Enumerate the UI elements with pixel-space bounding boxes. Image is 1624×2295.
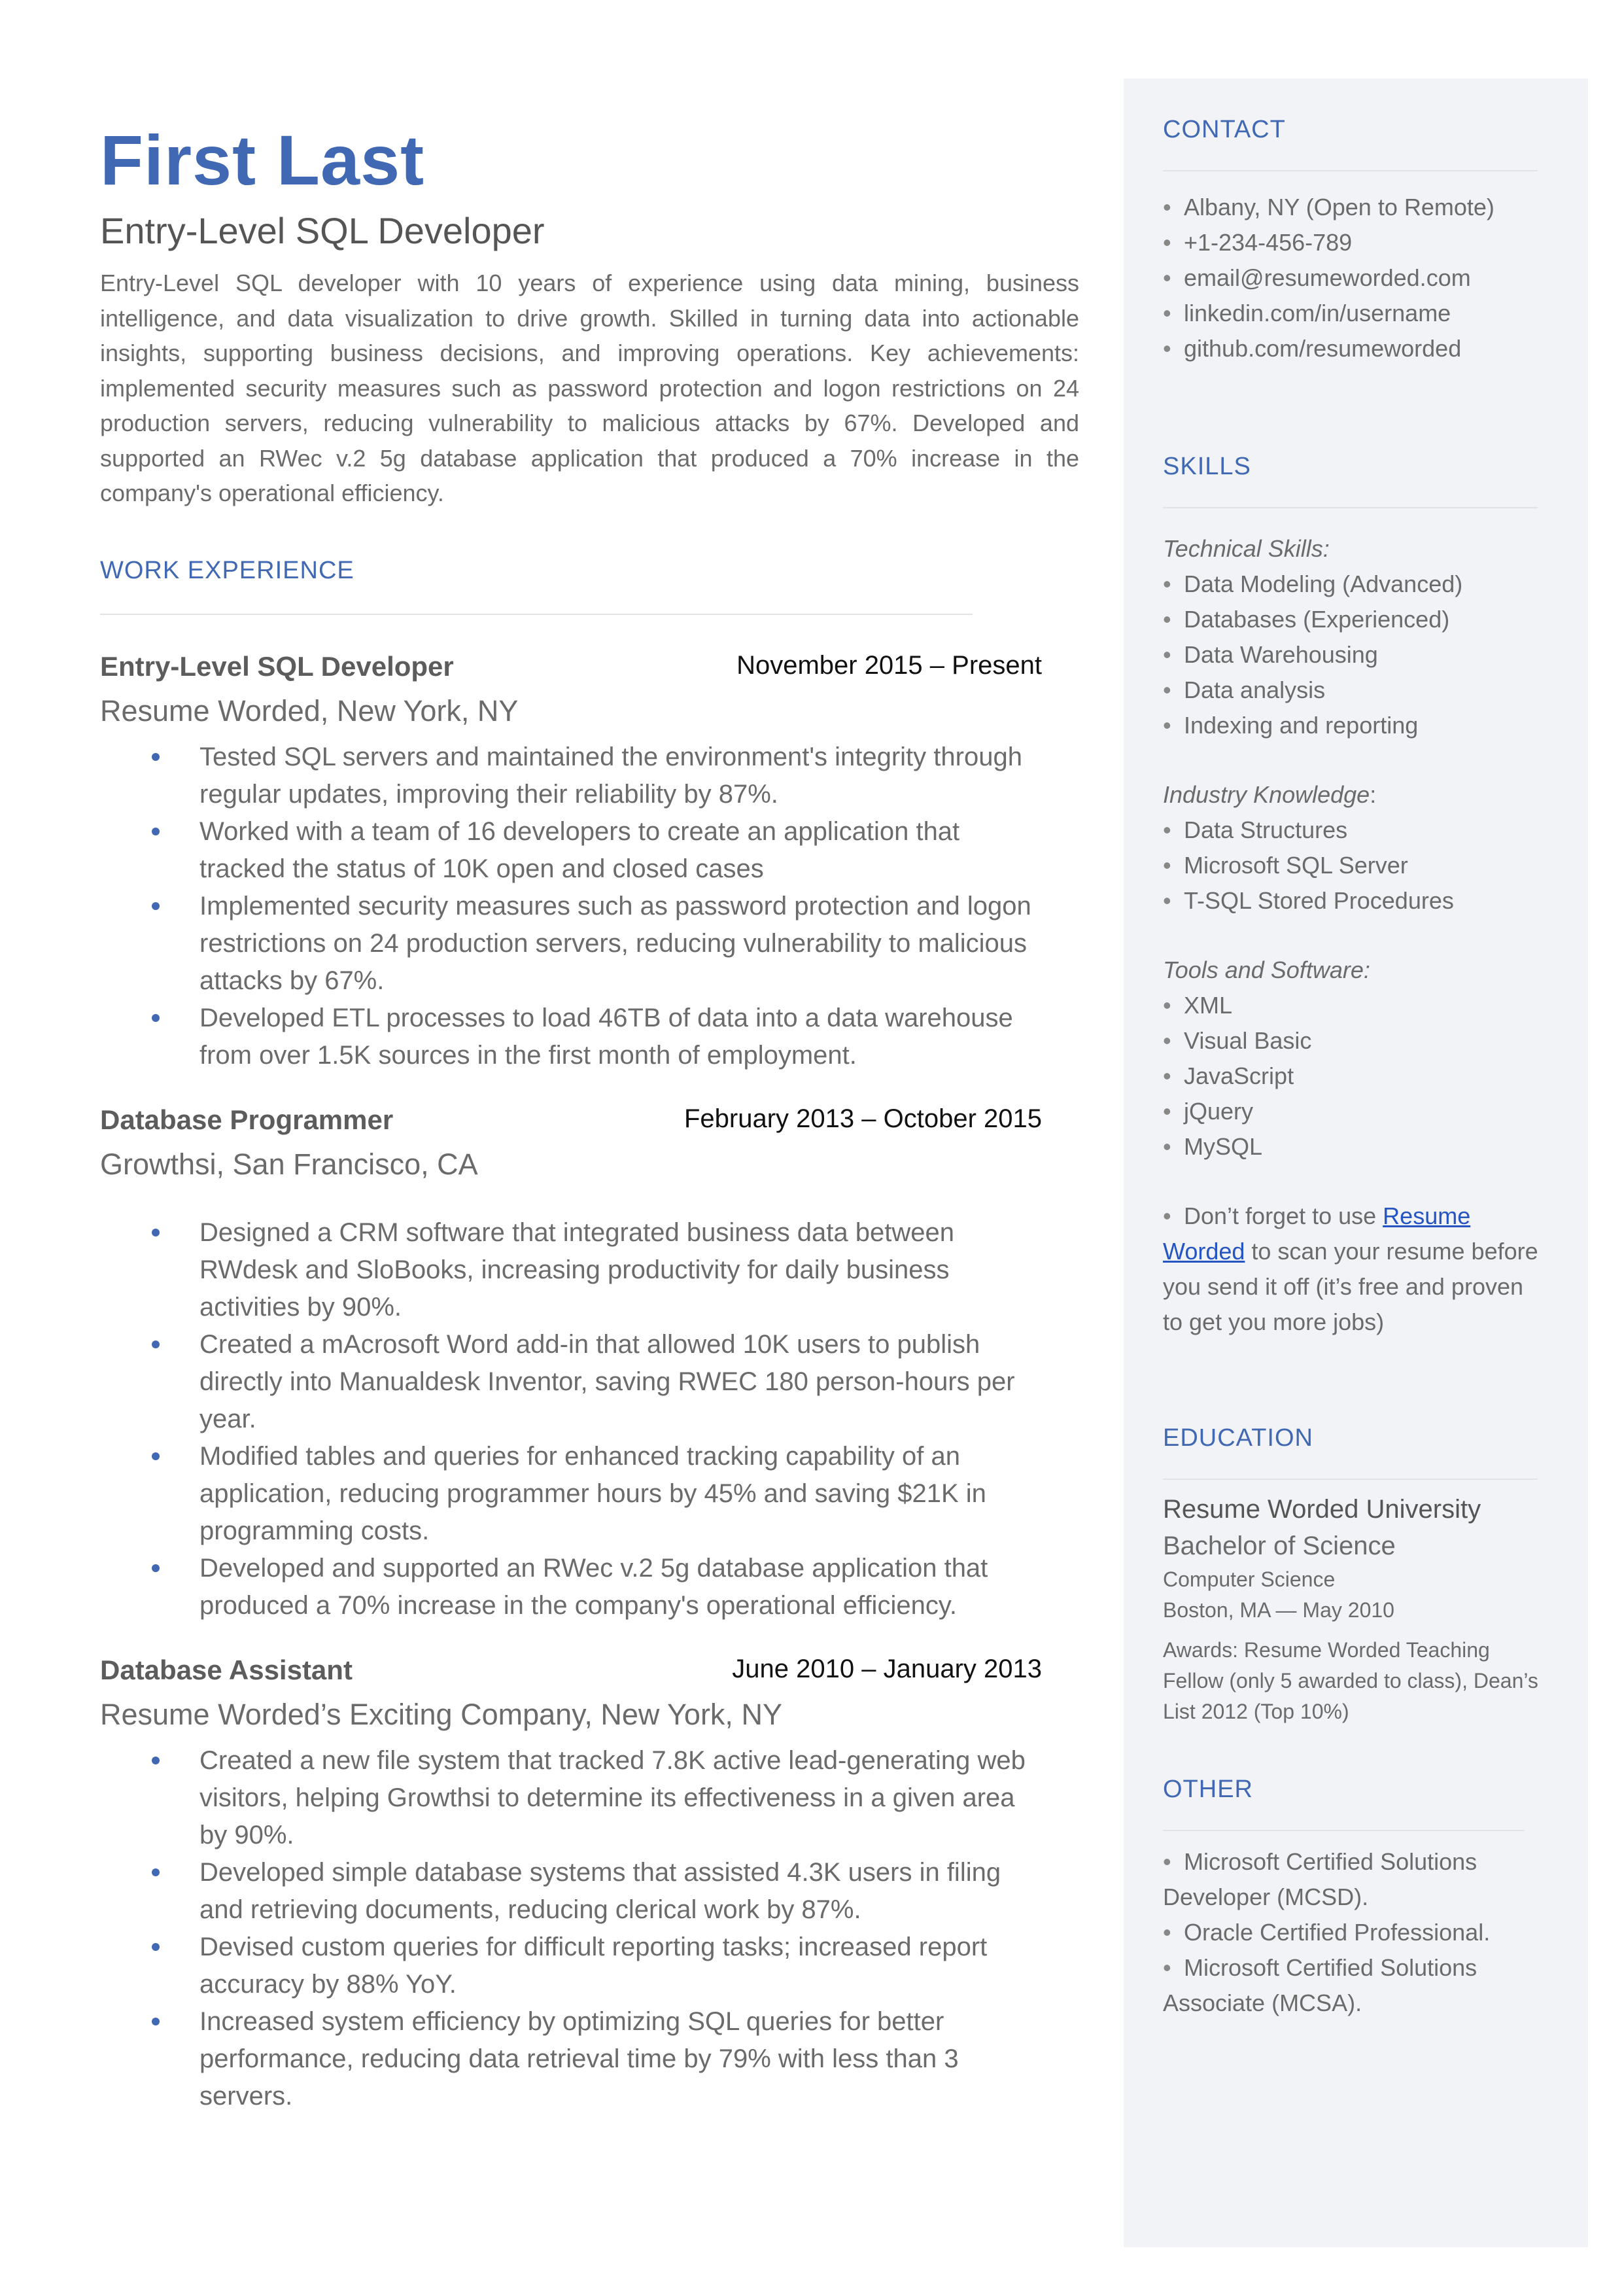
contact-email[interactable]: • email@resumeworded.com [1163,260,1549,296]
bullet-icon: • [1163,1202,1171,1229]
bullet-icon: • [1163,300,1171,326]
bullet-dot-icon [152,753,160,761]
bullet-icon: • [1163,1919,1171,1946]
list-item [100,1326,1042,1438]
industry-knowledge-label: Industry Knowledge: [1163,781,1377,808]
bullet-dot-icon [152,1943,160,1951]
list-item: • Microsoft SQL Server [1163,848,1549,883]
list-item [100,1000,1042,1074]
skills-section [1163,453,1549,1340]
bullet-icon: • [1163,1027,1171,1054]
job-header [100,1104,1042,1144]
bullet-icon: • [1163,1133,1171,1160]
section-divider [100,614,973,615]
list-item: • Data Warehousing [1163,637,1549,673]
list-item [100,1550,1042,1624]
list-item [100,1929,1042,2003]
bullet-text: Developed simple database systems that assisted 4.3K users in filing and retrieving documents, reducing clerical work by 87%. [199,1857,1001,1924]
bullet-text: Implemented security measures such as password protection and logon restrictions on 24 production servers, reducing vulnerability to malicious attacks by 67%. [199,891,1031,995]
bullet-text: Designed a CRM software that integrated business data between RWdesk and SloBooks, increasing productivity for daily business activities by 90%. [199,1218,955,1322]
list-item: • Indexing and reporting [1163,708,1549,743]
bullet-text: Modified tables and queries for enhanced tracking capability of an application, reducing programmer hours by 45% and saving $21K in programming costs. [199,1441,986,1545]
bullet-icon: • [1163,641,1171,668]
bullet-icon: • [1163,1062,1171,1089]
bullet-text: Devised custom queries for difficult reporting tasks; increased report accuracy by 88% YoY. [199,1932,988,1999]
contact-github[interactable]: • github.com/resumeworded [1163,331,1549,366]
target-title: Entry-Level SQL Developer [100,210,545,251]
sidebar [1124,79,1588,2247]
contact-linkedin[interactable]: • linkedin.com/in/username [1163,296,1549,331]
list-item [100,2003,1042,2115]
list-item [100,1214,1042,1326]
bullet-icon: • [1163,229,1171,256]
contact-heading: CONTACT [1163,116,1286,143]
bullet-icon: • [1163,1098,1171,1125]
bullet-dot-icon [152,1757,160,1764]
education-awards: Awards: Resume Worded Teaching Fellow (only 5 awarded to class), Dean’s List 2012 (Top 10%) [1163,1638,1538,1723]
contact-phone: • +1-234-456-789 [1163,225,1549,260]
list-item [100,1438,1042,1550]
summary-paragraph: Entry-Level SQL developer with 10 years of experience using data mining, business intelligence, and data visualization to drive growth. Skilled in turning data into actionable insights, supporting business decisions, and improving operations. Key achievements: implemented security measures such as password protection and logon restrictions on 24 production servers, reducing vulnerability to malicious attacks by 67%. Developed and supported an RWec v.2 5g database application that produced a 70% increase in the company's operational efficiency. [100,270,1079,506]
education-section [1163,1424,1549,1727]
bullet-text: Created a new file system that tracked 7.8K active lead-generating web visitors, helping Growthsi to determine its effectiveness in a given area by 90%. [199,1745,1026,1849]
bullet-dot-icon [152,1014,160,1022]
section-divider [1163,1479,1538,1480]
job-company: Resume Worded’s Exciting Company, New York, NY [100,1697,782,1731]
list-item: • Data analysis [1163,673,1549,708]
other-heading: OTHER [1163,1776,1253,1803]
bullet-icon: • [1163,712,1171,739]
bullet-dot-icon [152,2018,160,2025]
list-item: • Microsoft Certified Solutions Developer (MCSD). [1163,1844,1549,1915]
job-company: Resume Worded, New York, NY [100,693,519,727]
job-entry [100,1655,1042,2115]
section-divider [1163,1830,1525,1831]
field-of-study: Computer Science [1163,1568,1336,1591]
bullet-dot-icon [152,1868,160,1876]
list-item: • Microsoft Certified Solutions Associate (MCSA). [1163,1950,1549,2021]
bullet-dot-icon [152,1564,160,1572]
job-bullets [100,1214,1042,1624]
list-item: • Visual Basic [1163,1023,1549,1059]
job-header [100,651,1042,690]
degree: Bachelor of Science [1163,1532,1396,1560]
bullet-dot-icon [152,1340,160,1348]
resume-worded-note: • Don’t forget to use Resume Worded to scan your resume before you send it off (it’s free and proven to get you more jobs) [1163,1199,1549,1340]
bullet-icon: • [1163,335,1171,362]
tools-software-label: Tools and Software: [1163,956,1370,983]
bullet-icon: • [1163,264,1171,291]
list-item: • jQuery [1163,1094,1549,1129]
job-role: Entry-Level SQL Developer [100,650,454,682]
main-column [100,118,1081,2115]
job-company: Growthsi, San Francisco, CA [100,1147,478,1181]
job-role: Database Assistant [100,1654,353,1685]
job-dates: February 2013 – October 2015 [683,1104,1042,1133]
job-bullets [100,739,1042,1074]
list-item: • Databases (Experienced) [1163,602,1549,637]
list-item: • MySQL [1163,1129,1549,1165]
list-item [100,739,1042,813]
education-heading: EDUCATION [1163,1424,1313,1452]
bullet-icon: • [1163,570,1171,597]
skills-heading: SKILLS [1163,453,1251,480]
other-section [1163,1776,1549,2021]
bullet-icon: • [1163,606,1171,633]
list-item [100,1742,1042,1854]
contact-location: • Albany, NY (Open to Remote) [1163,190,1549,225]
bullet-icon: • [1163,1954,1171,1981]
bullet-dot-icon [152,1229,160,1236]
technical-skills-label: Technical Skills: [1163,535,1330,562]
list-item [100,1854,1042,1929]
job-entry [100,651,1042,1074]
list-item: • JavaScript [1163,1059,1549,1094]
bullet-text: Increased system efficiency by optimizing SQL queries for better performance, reducing data retrieval time by 79% with less than 3 servers. [199,2006,959,2111]
job-bullets [100,1742,1042,2115]
candidate-name: First Last [100,120,425,200]
bullet-text: Worked with a team of 16 developers to create an application that tracked the status of 10K open and closed cases [199,816,960,883]
section-divider [1163,170,1538,171]
bullet-icon: • [1163,887,1171,914]
list-item: • T-SQL Stored Procedures [1163,883,1549,919]
list-item [100,888,1042,1000]
bullet-icon: • [1163,194,1171,220]
bullet-dot-icon [152,1452,160,1460]
bullet-icon: • [1163,852,1171,879]
bullet-icon: • [1163,1848,1171,1875]
list-item: • XML [1163,988,1549,1023]
bullet-icon: • [1163,676,1171,703]
bullet-dot-icon [152,902,160,910]
job-header [100,1655,1042,1694]
bullet-dot-icon [152,828,160,835]
list-item: • Data Structures [1163,813,1549,848]
job-dates: November 2015 – Present [736,650,1042,680]
school-name: Resume Worded University [1163,1495,1481,1524]
list-item: • Data Modeling (Advanced) [1163,567,1549,602]
bullet-text: Created a mAcrosoft Word add-in that allowed 10K users to publish directly into Manualdesk Inventor, saving RWEC 180 person-hours per year. [199,1329,1015,1433]
bullet-text: Developed and supported an RWec v.2 5g database application that produced a 70% increase in the company's operational efficiency. [199,1553,988,1620]
bullet-text: Developed ETL processes to load 46TB of data into a data warehouse from over 1.5K sources in the first month of employment. [199,1003,1013,1070]
bullet-icon: • [1163,816,1171,843]
bullet-text: Tested SQL servers and maintained the environment's integrity through regular updates, improving their reliability by 87%. [199,742,1022,809]
list-item: • Oracle Certified Professional. [1163,1915,1549,1950]
education-location-date: Boston, MA — May 2010 [1163,1598,1394,1622]
section-divider [1163,507,1538,508]
bullet-icon: • [1163,992,1171,1019]
job-entry [100,1104,1042,1624]
list-item [100,813,1042,888]
job-role: Database Programmer [100,1104,394,1135]
work-experience-heading: WORK EXPERIENCE [100,556,354,584]
job-dates: June 2010 – January 2013 [732,1654,1042,1683]
resume-worded-link[interactable]: Resume Worded [1163,1202,1471,1265]
contact-section [1163,116,1549,366]
